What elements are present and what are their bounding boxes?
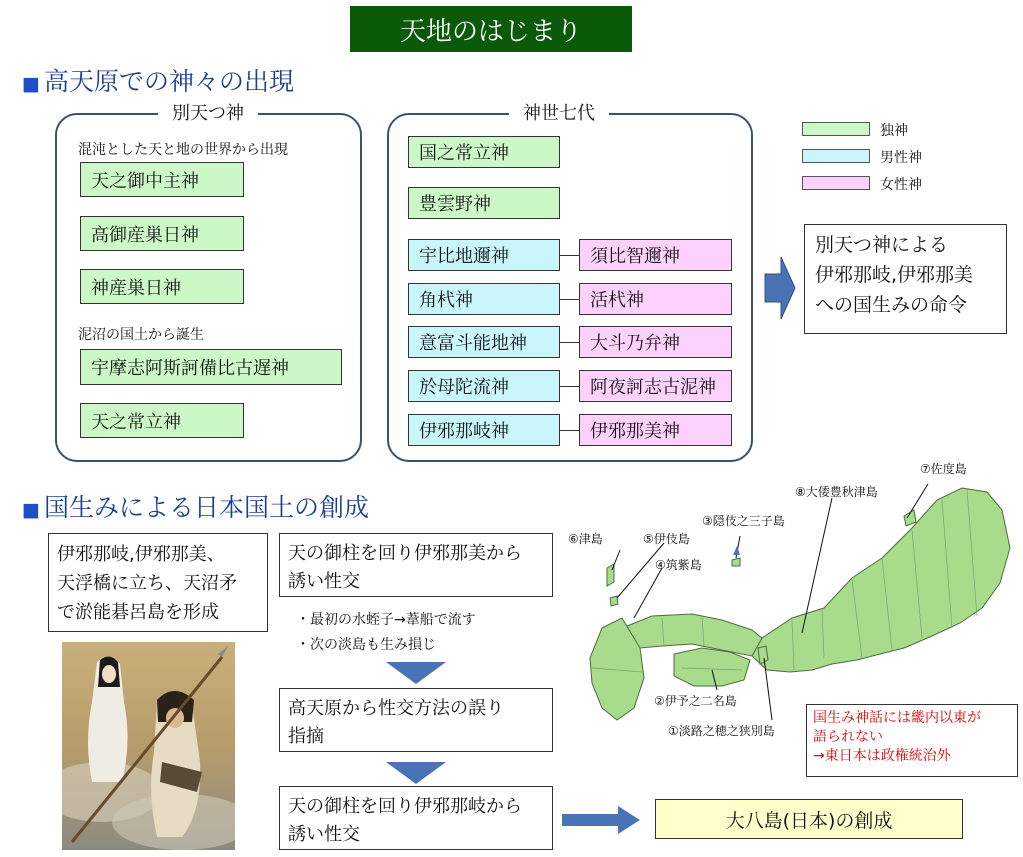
- god-box-amenotokotachi: 天之常立神: [80, 403, 244, 438]
- section-heading-takamagahara: ■ 高天原での神々の出現: [22, 67, 294, 96]
- down-arrow-icon: [386, 662, 446, 684]
- chaos-note: 混沌とした天と地の世界から出現: [78, 142, 288, 158]
- female-god-box: 活杙神: [579, 283, 732, 315]
- step1-box: 天の御柱を回り伊邪那美から 誘い性交: [279, 533, 553, 597]
- male-god-box: 於母陀流神: [408, 370, 560, 402]
- pair-connector: [560, 299, 579, 300]
- result-box: 大八島(日本)の創成: [655, 799, 963, 839]
- step1-note-hiruko: ・最初の水蛭子→葦船で流す: [296, 612, 476, 628]
- map-label-iyonofutana: ②伊予之二名島: [654, 694, 737, 708]
- step3-box: 天の御柱を回り伊邪那岐から 誘い性交: [279, 786, 553, 850]
- section-heading-text: 高天原での神々の出現: [43, 67, 294, 96]
- male-god-box: 意富斗能地神: [408, 326, 560, 358]
- god-box-kamimusuhi: 神産巣日神: [80, 269, 244, 304]
- map-label-tsukushi: ④筑紫島: [655, 558, 702, 572]
- male-god-box: 宇比地邇神: [408, 239, 560, 271]
- map-label-tsushima: ⑥津島: [568, 532, 603, 546]
- command-box: 別天つ神による 伊邪那岐,伊邪那美 への国生みの命令: [804, 224, 1007, 334]
- female-god-box: 須比智邇神: [579, 239, 732, 271]
- legend-label-hitorigami: 独神: [880, 123, 908, 139]
- pair-connector: [560, 342, 579, 343]
- mud-note: 泥沼の国土から誕生: [78, 327, 204, 343]
- pair-connector: [560, 386, 579, 387]
- down-arrow-icon: [386, 762, 446, 784]
- page-title: 天地のはじまり: [350, 6, 632, 52]
- map-label-iki: ⑤伊伎島: [643, 532, 690, 546]
- map-label-oyamato-toyoakitsushima: ⑧大倭豊秋津島: [795, 485, 878, 499]
- betsuamatsukami-title: 別天つ神: [158, 103, 258, 125]
- legend-swatch-male: [802, 149, 870, 163]
- izanagi-izanami-painting: [62, 642, 235, 850]
- god-box-amenominakanushi: 天之御中主神: [80, 162, 244, 197]
- female-god-box: 阿夜訶志古泥神: [579, 370, 732, 402]
- kamiyonanayo-title: 神世七代: [509, 103, 609, 125]
- female-god-box: 大斗乃弁神: [579, 326, 732, 358]
- right-arrow-icon: [562, 806, 640, 834]
- male-god-box: 角杙神: [408, 283, 560, 315]
- god-box-izanagi: 伊邪那岐神: [408, 414, 560, 446]
- legend-label-female: 女性神: [880, 177, 922, 193]
- section-heading-kuniumi: ■ 国生みによる日本国土の創成: [22, 493, 369, 522]
- map-label-awaji: ①淡路之穂之狭別島: [668, 724, 775, 738]
- legend-swatch-female: [802, 176, 870, 190]
- map-note: 国生み神話には畿内以東が 語られない →東日本は政権統治外: [806, 704, 1018, 777]
- right-arrow-icon: [764, 255, 796, 321]
- onogoro-box: 伊邪那岐,伊邪那美、 天浮橋に立ち、天沼矛 で淤能碁呂島を形成: [48, 533, 268, 632]
- god-box-kuninotokotachi: 国之常立神: [408, 136, 560, 168]
- section-heading-text: 国生みによる日本国土の創成: [43, 493, 369, 522]
- legend-swatch-hitorigami: [802, 122, 870, 136]
- god-box-toyokumono: 豊雲野神: [408, 187, 560, 219]
- legend-label-male: 男性神: [880, 150, 922, 166]
- step2-box: 高天原から性交方法の誤り 指摘: [279, 688, 553, 752]
- god-box-umashiashikabihikoji: 宇摩志阿斯訶備比古遅神: [80, 349, 342, 385]
- step1-note-awashima: ・次の淡島も生み損じ: [296, 637, 436, 653]
- pair-connector: [560, 430, 579, 431]
- pair-connector: [560, 255, 579, 256]
- map-label-sado: ⑦佐度島: [920, 462, 967, 476]
- map-label-oki: ③隠伎之三子島: [702, 514, 785, 528]
- god-box-takamimusuhi: 高御産巣日神: [80, 216, 244, 251]
- god-box-izanami: 伊邪那美神: [579, 414, 732, 446]
